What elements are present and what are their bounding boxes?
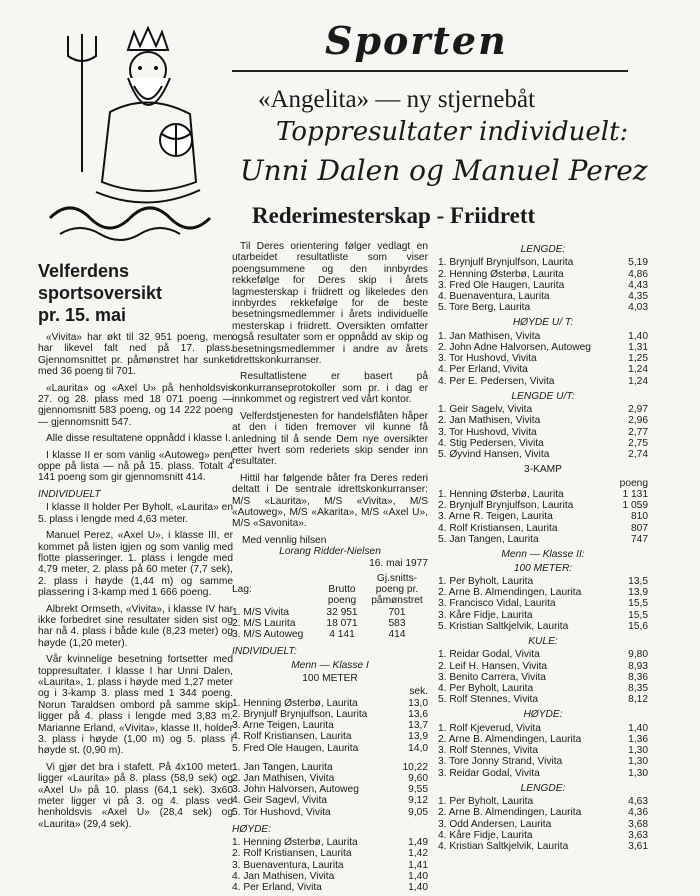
- table-row: [232, 720, 428, 731]
- paragraph: I klasse II er som vanlig «Autoweg» pent oppe på lista — nå på 15. plass. Totalt 4 141 poeng som gir gjennomsnitt 414.: [38, 449, 233, 484]
- sek-label: sek.: [409, 686, 428, 698]
- athlete: 3. John Halvorsen, Autoweg: [232, 784, 359, 796]
- result: 3,63: [628, 829, 648, 841]
- 3-kamp-label: 3-KAMP: [524, 464, 562, 476]
- paragraph: Albrekt Ormseth, «Vivita», i klasse IV har ikke forbedret sine resultater siden sist og har nå 4. plass i både kule (8,23 meter) og høyde (1,20 meter).: [38, 603, 233, 649]
- result: 13,9: [408, 731, 428, 743]
- paragraph: I klasse II holder Per Byholt, «Laurita» en 5. plass i lengde med 4,63 meter.: [38, 502, 233, 525]
- athlete: 1. Henning Østerbø, Laurita: [232, 837, 358, 849]
- table-row: [438, 610, 648, 621]
- result: 15,5: [628, 609, 648, 621]
- athlete: 4. Per E. Pedersen, Vivita: [438, 375, 555, 387]
- result: 747: [631, 533, 648, 545]
- paragraph: Velferdstjenesten for handelsflåten håper at den i tiden fremover vil kunne få anledning til å sende Dem nye oversikter etter hvert som rederiets skip sender inn resultater.: [232, 410, 428, 468]
- result: 8,35: [628, 682, 648, 694]
- lag-table: [232, 573, 428, 640]
- athlete: 4. Kristian Saltkjelvik, Laurita: [438, 840, 569, 852]
- lengde-label: LENGDE:: [520, 244, 566, 255]
- hoyde-klasse-2-label: HØYDE:: [523, 709, 563, 721]
- table-row: [232, 618, 428, 629]
- lag-snitt: 414: [388, 628, 406, 640]
- section-label-individuelt: INDIVIDUELT: [38, 488, 101, 500]
- table-row: [438, 694, 648, 705]
- results-lengde: [438, 257, 648, 313]
- paragraph: Til Deres orientering følger vedlagt en utarbeidet resultatliste som viser poengsummene og den innbyrdes rekkefølge for Deres skip i årets lagmesterskap i friidrett og likeledes den innbyrdes rekkefølge for de beste besetningsmedlemmer i årets individuelle mesterskap i friidrett. Oversikten omfatter også resultater som er oppnådd av skip og besetningsmedlemmer i andre av årets idrettskonkurranser.: [232, 241, 428, 367]
- column-3: [438, 244, 648, 852]
- lag-snitt: 583: [388, 617, 406, 629]
- table-row: [232, 709, 428, 720]
- result: 1 131: [622, 489, 648, 501]
- result: 1 059: [622, 500, 648, 512]
- table-row: [438, 723, 648, 734]
- table-row: [438, 449, 648, 460]
- table-row: [438, 438, 648, 449]
- athlete: 3. Fred Ole Haugen, Laurita: [438, 279, 565, 291]
- athlete: 4. Buenaventura, Laurita: [438, 291, 550, 303]
- table-row: [438, 364, 648, 375]
- hoyde-ut-label: HØYDE U/ T:: [512, 317, 574, 329]
- result: 13,7: [408, 720, 428, 732]
- table-row: [438, 598, 648, 609]
- results-100m-b: [232, 762, 428, 818]
- result: 1,30: [628, 745, 648, 757]
- athlete: 1. Henning Østerbø, Laurita: [232, 697, 358, 709]
- result: 4,03: [628, 302, 648, 314]
- table-row: [438, 511, 648, 522]
- table-row: [438, 734, 648, 745]
- athlete: 2. Leif H. Hansen, Vivita: [438, 660, 548, 672]
- result: 1,36: [628, 733, 648, 745]
- athlete: 4. Per Erland, Vivita: [232, 882, 322, 894]
- result: 9,55: [408, 784, 428, 796]
- table-row: [438, 523, 648, 534]
- table-row: [232, 860, 428, 871]
- athlete: 3. Arne Teigen, Laurita: [232, 720, 334, 732]
- results-hoyde: [232, 837, 428, 893]
- result: 1,49: [408, 837, 428, 849]
- results-100m-a: [232, 698, 428, 754]
- result: 810: [631, 511, 648, 523]
- result: 14,0: [408, 742, 428, 754]
- athlete: 5. Fred Ole Haugen, Laurita: [232, 742, 359, 754]
- table-row: [438, 683, 648, 694]
- headline-angelita: «Angelita» — ny stjernebåt: [258, 86, 536, 113]
- table-row: [438, 807, 648, 818]
- result: 4,36: [628, 807, 648, 819]
- table-row: [438, 342, 648, 353]
- athlete: 4. Per Erland, Vivita: [438, 364, 528, 376]
- result: 4,63: [628, 796, 648, 808]
- athlete: 5. Tore Berg, Laurita: [438, 302, 531, 314]
- table-row: [438, 819, 648, 830]
- table-row: [438, 841, 648, 852]
- athlete: 1. Henning Østerbø, Laurita: [438, 489, 564, 501]
- greeting: Med vennlig hilsen: [242, 534, 327, 546]
- athlete: 2. Arne B. Almendingen, Laurita: [438, 807, 582, 819]
- table-row: [438, 745, 648, 756]
- lengde-klasse-2-label: LENGDE:: [520, 782, 566, 794]
- table-row: [438, 291, 648, 302]
- athlete: 3. Tore Jonny Strand, Vivita: [438, 756, 563, 768]
- athlete: 4. Rolf Kristiansen, Laurita: [232, 731, 352, 743]
- athlete: 2. Brynjulf Brynjulfson, Laurita: [232, 709, 368, 721]
- athlete: 1. Jan Mathisen, Vivita: [438, 330, 541, 342]
- result: 807: [631, 522, 648, 534]
- lag-head-brutto: Brutto poeng: [327, 584, 357, 607]
- velferd-heading-line: pr. 15. mai: [38, 305, 127, 325]
- column-1: [38, 332, 233, 835]
- menn-klasse-1-label: Menn — Klasse I: [291, 659, 369, 671]
- result: 1,40: [408, 870, 428, 882]
- lag-ship: 1. M/S Vivita: [232, 606, 289, 618]
- masthead-title: Sporten: [325, 18, 508, 63]
- result: 10,22: [402, 761, 428, 773]
- result: 1,42: [408, 848, 428, 860]
- athlete: 1. Brynjulf Brynjulfson, Laurita: [438, 257, 574, 269]
- table-row: [232, 882, 428, 893]
- lag-brutto: 18 071: [326, 617, 358, 629]
- athlete: 2. Rolf Kristiansen, Laurita: [232, 848, 352, 860]
- athlete: 3. Kåre Fidje, Laurita: [438, 609, 533, 621]
- table-row: [232, 629, 428, 640]
- results-lengde-klasse-2: [438, 796, 648, 852]
- table-row: [438, 489, 648, 500]
- paragraph: Hittil har følgende båter fra Deres rederi deltatt i De sentrale idrettskonkurranser: M/S «Laurita», M/S «Vivita», M/S «Autoweg», M/S «Akarita», M/S «Axel U», M/S «Savonita».: [232, 472, 428, 530]
- result: 9,80: [628, 649, 648, 661]
- table-row: [438, 353, 648, 364]
- paragraph: Alle disse resultatene oppnådd i klasse I.: [46, 433, 231, 445]
- athlete: 2. Arne B. Almendingen, Laurita: [438, 587, 582, 599]
- athlete: 4. Kåre Fidje, Laurita: [438, 829, 533, 841]
- athlete: 2. John Adne Halvorsen, Autoweg: [438, 342, 591, 354]
- letter-date: 16. mai 1977: [369, 557, 428, 569]
- athlete: 3. Francisco Vidal, Laurita: [438, 598, 556, 610]
- table-row: [232, 848, 428, 859]
- paragraph: Manuel Perez, «Axel U», i klasse III, er kommet på listen igjen og som vanlig med flotte plasseringer. 1. plass i lengde med 4,79 meter, 2. plass på 60 meter (7,7 sek), 2. plass i høyde (1,44 m) og samme plassering i 3-kamp med 1 666 poeng.: [38, 530, 233, 599]
- table-row: [438, 661, 648, 672]
- lag-brutto: 32 951: [326, 606, 358, 618]
- result: 1,31: [628, 342, 648, 354]
- velferd-heading-line: Velferdens: [38, 261, 130, 281]
- table-row: [438, 576, 648, 587]
- athlete: 4. Geir Sagevl, Vivita: [232, 795, 327, 807]
- athlete: 2. Jan Mathisen, Vivita: [438, 415, 541, 427]
- result: 8,36: [628, 671, 648, 683]
- athlete: 3. Arne R. Teigen, Laurita: [438, 511, 553, 523]
- table-row: [438, 649, 648, 660]
- athlete: 3. Rolf Stennes, Vivita: [438, 745, 539, 757]
- table-row: [438, 756, 648, 767]
- lag-ship: 3. M/S Autoweg: [232, 628, 304, 640]
- paragraph: Resultatlistene er basert på konkurranseprotokoller som pr. i dag er innkommet og registrert ved vårt kontor.: [232, 371, 428, 406]
- paragraph: «Vivita» har økt til 32 951 poeng, men har likevel falt ned på 17. plass. Gjennomsnittet pr. påmønstret har sunket med 36 poeng til 701.: [38, 332, 233, 378]
- athlete: 5. Rolf Stennes, Vivita: [438, 694, 539, 706]
- result: 2,77: [628, 426, 648, 438]
- velferd-heading-line: sportsoversikt: [38, 283, 163, 303]
- table-row: [438, 830, 648, 841]
- paragraph: «Laurita» og «Axel U» på henholdsvis 27. og 28. plass med 18 071 poeng — gjennomsnitt 583 poeng, og 14 222 poeng — gjennomsnitt 547.: [38, 382, 233, 428]
- result: 2,75: [628, 437, 648, 449]
- result: 1,24: [628, 375, 648, 387]
- table-row: [438, 257, 648, 268]
- table-row: [438, 768, 648, 779]
- signer: Lorang Ridder-Nielsen: [279, 546, 381, 558]
- result: 1,24: [628, 364, 648, 376]
- athlete: 1. Per Byholt, Laurita: [438, 796, 534, 808]
- column-2: [232, 241, 428, 893]
- result: 13,5: [628, 575, 648, 587]
- athlete: 4. Per Byholt, Laurita: [438, 682, 534, 694]
- neptune-icon: [40, 22, 220, 250]
- result: 2,97: [628, 404, 648, 416]
- result: 8,12: [628, 694, 648, 706]
- athlete: 4. Jan Mathisen, Vivita: [232, 870, 335, 882]
- result: 9,60: [408, 773, 428, 785]
- athlete: 1. Per Byholt, Laurita: [438, 575, 534, 587]
- athlete: 3. Tor Hushovd, Vivita: [438, 353, 537, 365]
- table-row: [438, 404, 648, 415]
- table-row: [232, 807, 428, 818]
- athlete: 4. Rolf Kristiansen, Laurita: [438, 522, 558, 534]
- results-hoyde-klasse-2: [438, 723, 648, 779]
- result: 1,40: [408, 882, 428, 894]
- athlete: 1. Jan Tangen, Laurita: [232, 761, 333, 773]
- table-row: [232, 837, 428, 848]
- neptune-illustration: [40, 22, 220, 250]
- hoyde-label: HØYDE:: [232, 823, 272, 835]
- athlete: 1. Rolf Kjeverud, Vivita: [438, 722, 541, 734]
- athlete: 3. Reidar Godal, Vivita: [438, 767, 540, 779]
- athlete: 3. Odd Andersen, Laurita: [438, 818, 552, 830]
- lengde-ut-label: LENGDE U/T:: [511, 390, 575, 402]
- result: 4,35: [628, 291, 648, 303]
- 100m-klasse-2-label: 100 METER:: [513, 562, 573, 574]
- athlete: 5. Øyvind Hansen, Vivita: [438, 449, 550, 461]
- athlete: 1. Geir Sagelv, Vivita: [438, 404, 533, 416]
- result: 3,68: [628, 818, 648, 830]
- table-row: [438, 269, 648, 280]
- results-3-kamp: [438, 489, 648, 545]
- table-row: [438, 621, 648, 632]
- table-row: [232, 762, 428, 773]
- individuelt-label: INDIVIDUELT:: [232, 646, 297, 658]
- table-row: [232, 731, 428, 742]
- athlete: 3. Benito Carrera, Vivita: [438, 671, 546, 683]
- athlete: 4. Stig Pedersen, Vivita: [438, 437, 544, 449]
- result: 3,61: [628, 840, 648, 852]
- 100m-label: 100 METER: [302, 673, 358, 684]
- table-row: [438, 280, 648, 291]
- table-row: [438, 796, 648, 807]
- result: 15,6: [628, 620, 648, 632]
- result: 9,12: [408, 795, 428, 807]
- table-row: [232, 773, 428, 784]
- poeng-label: poeng: [619, 477, 648, 489]
- kule-label: KULE:: [528, 635, 558, 647]
- headline-toppresultater: Toppresultater individuelt:: [276, 117, 629, 147]
- table-row: [232, 743, 428, 754]
- result: 1,41: [408, 859, 428, 871]
- lag-ship: 2. M/S Laurita: [232, 617, 296, 629]
- table-row: [232, 607, 428, 618]
- lag-brutto: 4 141: [329, 628, 355, 640]
- table-row: [438, 376, 648, 387]
- athlete: 2. Henning Østerbø, Laurita: [438, 268, 564, 280]
- table-row: [232, 698, 428, 709]
- lag-snitt: 701: [388, 606, 406, 618]
- main-heading: Rederimesterskap - Friidrett: [252, 203, 536, 228]
- paragraph: Vi gjør det bra i stafett. På 4x100 meter ligger «Laurita» på 8. plass (58,9 sek) og «Axel U» på 10. plass (64,1 sek). 3x60 meter ligger vi på 3. og 4. plass ved henholdsvis «Axel U» (28,4 sek) og «Laurita» (29,4 sek).: [38, 761, 233, 830]
- result: 1,40: [628, 722, 648, 734]
- result: 13,9: [628, 587, 648, 599]
- masthead-rule: [232, 70, 628, 72]
- athlete: 5. Jan Tangen, Laurita: [438, 533, 539, 545]
- result: 1,25: [628, 353, 648, 365]
- athlete: 2. Jan Mathisen, Vivita: [232, 773, 335, 785]
- table-row: [438, 672, 648, 683]
- table-row: [438, 587, 648, 598]
- table-row: [438, 415, 648, 426]
- athlete: 5. Tor Hushovd, Vivita: [232, 806, 331, 818]
- table-row: [232, 795, 428, 806]
- result: 4,43: [628, 279, 648, 291]
- result: 1,30: [628, 767, 648, 779]
- headline-names: Unni Dalen og Manuel Perez: [240, 154, 648, 187]
- results-kule: [438, 649, 648, 705]
- results-hoyde-ut: [438, 331, 648, 387]
- table-row: [438, 331, 648, 342]
- results-lengde-ut: [438, 404, 648, 460]
- athlete: 2. Brynjulf Brynjulfson, Laurita: [438, 500, 574, 512]
- result: 1,30: [628, 756, 648, 768]
- result: 2,96: [628, 415, 648, 427]
- table-row: [438, 500, 648, 511]
- paragraph: Vår kvinnelige besetning fortsetter med toppresultater. I klasse I har Unni Dalen, «Laurita», 1. plass i høyde med 1,27 meter og i 3-kamp 3. plass med 1 344 poeng. Norun Taraldsen ombord på samme skip ligger på 4. plass i lengde med 3,83 m. Marianne Erland, «Vivita», klasse II, holder 3. plass i høyde (1,00 m) og 5. plass i høyde st. (0,90 m).: [38, 654, 233, 757]
- lag-head-snitt: Gj.snitts-poeng pr. påmønstret: [371, 572, 423, 607]
- athlete: 3. Buenaventura, Laurita: [232, 859, 344, 871]
- athlete: 2. Arne B. Almendingen, Laurita: [438, 733, 582, 745]
- result: 9,05: [408, 806, 428, 818]
- table-row: [438, 427, 648, 438]
- result: 4,86: [628, 268, 648, 280]
- result: 15,5: [628, 598, 648, 610]
- result: 2,74: [628, 449, 648, 461]
- athlete: 3. Tor Hushovd, Vivita: [438, 426, 537, 438]
- table-row: [438, 534, 648, 545]
- athlete: 5. Kristian Saltkjelvik, Laurita: [438, 620, 569, 632]
- result: 1,40: [628, 330, 648, 342]
- athlete: 1. Reidar Godal, Vivita: [438, 649, 540, 661]
- velferd-heading: [38, 260, 228, 326]
- result: 5,19: [628, 257, 648, 269]
- table-row: [232, 784, 428, 795]
- table-row: [438, 302, 648, 313]
- table-row: [232, 871, 428, 882]
- result: 13,6: [408, 709, 428, 721]
- menn-klasse-2-label: Menn — Klasse II:: [501, 549, 585, 561]
- result: 8,93: [628, 660, 648, 672]
- result: 13,0: [408, 697, 428, 709]
- results-100m-klasse-2: [438, 576, 648, 632]
- lag-label: Lag:: [232, 584, 252, 596]
